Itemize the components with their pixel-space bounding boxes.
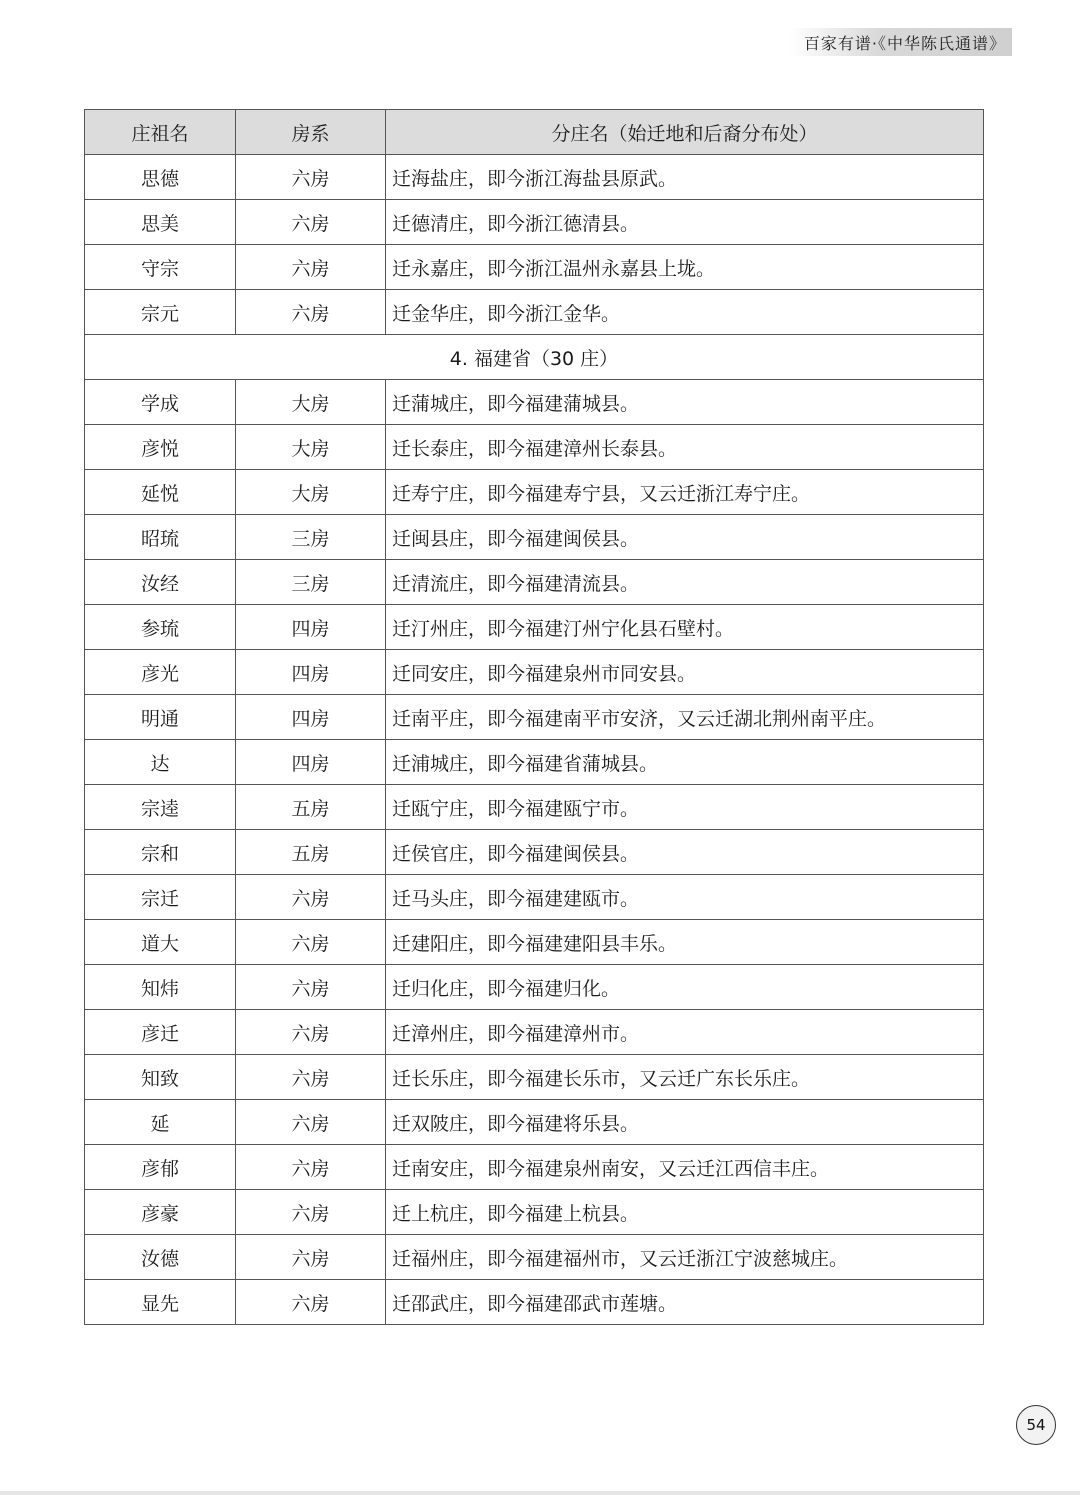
cell-branch-estate: 迁清流庄，即今福建清流县。 bbox=[386, 560, 984, 605]
book-header bbox=[790, 28, 1012, 56]
cell-branch-estate: 迁南平庄，即今福建南平市安济，又云迁湖北荆州南平庄。 bbox=[386, 695, 984, 740]
cell-ancestor-name: 彦豪 bbox=[85, 1190, 236, 1235]
table-row bbox=[85, 695, 984, 740]
cell-branch-estate: 迁长泰庄，即今福建漳州长泰县。 bbox=[386, 425, 984, 470]
cell-branch-estate: 迁蒲城庄，即今福建蒲城县。 bbox=[386, 380, 984, 425]
cell-ancestor-name: 延 bbox=[85, 1100, 236, 1145]
table-body bbox=[85, 155, 984, 1325]
cell-branch-estate: 迁同安庄，即今福建泉州市同安县。 bbox=[386, 650, 984, 695]
cell-branch-estate: 迁永嘉庄，即今浙江温州永嘉县上垅。 bbox=[386, 245, 984, 290]
table-row bbox=[85, 200, 984, 245]
section-title: 4. 福建省（30 庄） bbox=[85, 335, 984, 380]
cell-branch: 大房 bbox=[236, 380, 386, 425]
cell-ancestor-name: 宗和 bbox=[85, 830, 236, 875]
table-row bbox=[85, 1145, 984, 1190]
table-row bbox=[85, 1280, 984, 1325]
cell-branch: 六房 bbox=[236, 965, 386, 1010]
page-number bbox=[1016, 1405, 1056, 1445]
cell-branch: 五房 bbox=[236, 785, 386, 830]
cell-branch-estate: 迁上杭庄，即今福建上杭县。 bbox=[386, 1190, 984, 1235]
table-row bbox=[85, 1010, 984, 1055]
cell-ancestor-name: 守宗 bbox=[85, 245, 236, 290]
cell-ancestor-name: 思德 bbox=[85, 155, 236, 200]
table-row bbox=[85, 245, 984, 290]
table-row bbox=[85, 290, 984, 335]
cell-branch-estate: 迁瓯宁庄，即今福建瓯宁市。 bbox=[386, 785, 984, 830]
cell-ancestor-name: 知炜 bbox=[85, 965, 236, 1010]
table-row bbox=[85, 875, 984, 920]
cell-branch: 六房 bbox=[236, 1100, 386, 1145]
cell-branch-estate: 迁汀州庄，即今福建汀州宁化县石壁村。 bbox=[386, 605, 984, 650]
cell-ancestor-name: 达 bbox=[85, 740, 236, 785]
cell-branch: 大房 bbox=[236, 425, 386, 470]
table-row bbox=[85, 605, 984, 650]
table-row bbox=[85, 920, 984, 965]
cell-ancestor-name: 彦郁 bbox=[85, 1145, 236, 1190]
cell-branch: 六房 bbox=[236, 290, 386, 335]
cell-branch: 五房 bbox=[236, 830, 386, 875]
cell-branch: 六房 bbox=[236, 1280, 386, 1325]
genealogy-table bbox=[84, 109, 984, 1325]
cell-branch: 六房 bbox=[236, 875, 386, 920]
table-row bbox=[85, 740, 984, 785]
table-row bbox=[85, 560, 984, 605]
cell-branch: 四房 bbox=[236, 695, 386, 740]
cell-ancestor-name: 明通 bbox=[85, 695, 236, 740]
cell-branch-estate: 迁建阳庄，即今福建建阳县丰乐。 bbox=[386, 920, 984, 965]
table-row bbox=[85, 1055, 984, 1100]
cell-branch-estate: 迁闽县庄，即今福建闽侯县。 bbox=[386, 515, 984, 560]
table-row bbox=[85, 515, 984, 560]
cell-ancestor-name: 显先 bbox=[85, 1280, 236, 1325]
table-row bbox=[85, 650, 984, 695]
table-row bbox=[85, 1100, 984, 1145]
table-row bbox=[85, 1190, 984, 1235]
table-row bbox=[85, 425, 984, 470]
cell-branch: 六房 bbox=[236, 920, 386, 965]
table-row bbox=[85, 785, 984, 830]
cell-branch-estate: 迁归化庄，即今福建归化。 bbox=[386, 965, 984, 1010]
cell-ancestor-name: 宗迁 bbox=[85, 875, 236, 920]
cell-branch-estate: 迁漳州庄，即今福建漳州市。 bbox=[386, 1010, 984, 1055]
cell-branch-estate: 迁南安庄，即今福建泉州南安，又云迁江西信丰庄。 bbox=[386, 1145, 984, 1190]
cell-branch: 四房 bbox=[236, 740, 386, 785]
cell-branch-estate: 迁德清庄，即今浙江德清县。 bbox=[386, 200, 984, 245]
table-row bbox=[85, 830, 984, 875]
cell-ancestor-name: 彦光 bbox=[85, 650, 236, 695]
table-row bbox=[85, 155, 984, 200]
cell-ancestor-name: 知致 bbox=[85, 1055, 236, 1100]
cell-branch: 六房 bbox=[236, 1055, 386, 1100]
cell-branch-estate: 迁邵武庄，即今福建邵武市莲塘。 bbox=[386, 1280, 984, 1325]
cell-branch: 三房 bbox=[236, 560, 386, 605]
cell-branch-estate: 迁寿宁庄，即今福建寿宁县，又云迁浙江寿宁庄。 bbox=[386, 470, 984, 515]
cell-branch: 六房 bbox=[236, 1190, 386, 1235]
cell-branch: 四房 bbox=[236, 650, 386, 695]
table-row bbox=[85, 470, 984, 515]
column-header-branch: 房系 bbox=[236, 110, 386, 155]
cell-ancestor-name: 道大 bbox=[85, 920, 236, 965]
cell-branch: 六房 bbox=[236, 200, 386, 245]
cell-branch-estate: 迁浦城庄，即今福建省蒲城县。 bbox=[386, 740, 984, 785]
cell-ancestor-name: 彦悦 bbox=[85, 425, 236, 470]
cell-branch: 六房 bbox=[236, 1010, 386, 1055]
cell-branch: 四房 bbox=[236, 605, 386, 650]
cell-ancestor-name: 思美 bbox=[85, 200, 236, 245]
cell-branch: 六房 bbox=[236, 1235, 386, 1280]
table-row bbox=[85, 1235, 984, 1280]
page-bottom-edge bbox=[0, 1491, 1080, 1495]
cell-ancestor-name: 参琉 bbox=[85, 605, 236, 650]
page-number-text: 54 bbox=[1026, 1416, 1046, 1434]
cell-ancestor-name: 彦迁 bbox=[85, 1010, 236, 1055]
cell-branch-estate: 迁侯官庄，即今福建闽侯县。 bbox=[386, 830, 984, 875]
cell-branch: 六房 bbox=[236, 1145, 386, 1190]
cell-branch-estate: 迁马头庄，即今福建建瓯市。 bbox=[386, 875, 984, 920]
cell-branch-estate: 迁海盐庄，即今浙江海盐县原武。 bbox=[386, 155, 984, 200]
table-row bbox=[85, 380, 984, 425]
cell-ancestor-name: 宗元 bbox=[85, 290, 236, 335]
cell-branch: 三房 bbox=[236, 515, 386, 560]
cell-branch-estate: 迁福州庄，即今福建福州市，又云迁浙江宁波慈城庄。 bbox=[386, 1235, 984, 1280]
cell-branch: 大房 bbox=[236, 470, 386, 515]
cell-ancestor-name: 学成 bbox=[85, 380, 236, 425]
cell-ancestor-name: 汝德 bbox=[85, 1235, 236, 1280]
cell-branch-estate: 迁金华庄，即今浙江金华。 bbox=[386, 290, 984, 335]
cell-ancestor-name: 汝经 bbox=[85, 560, 236, 605]
cell-ancestor-name: 延悦 bbox=[85, 470, 236, 515]
cell-branch: 六房 bbox=[236, 155, 386, 200]
cell-ancestor-name: 昭琉 bbox=[85, 515, 236, 560]
cell-branch-estate: 迁长乐庄，即今福建长乐市，又云迁广东长乐庄。 bbox=[386, 1055, 984, 1100]
section-row bbox=[85, 335, 984, 380]
cell-branch: 六房 bbox=[236, 245, 386, 290]
column-header-ancestor-name: 庄祖名 bbox=[85, 110, 236, 155]
cell-branch-estate: 迁双陂庄，即今福建将乐县。 bbox=[386, 1100, 984, 1145]
table-row bbox=[85, 965, 984, 1010]
cell-ancestor-name: 宗逵 bbox=[85, 785, 236, 830]
book-title: 百家有谱·《中华陈氏通谱》 bbox=[803, 33, 1006, 53]
table-header-row bbox=[85, 110, 984, 155]
column-header-branch-estate: 分庄名（始迁地和后裔分布处） bbox=[386, 110, 984, 155]
